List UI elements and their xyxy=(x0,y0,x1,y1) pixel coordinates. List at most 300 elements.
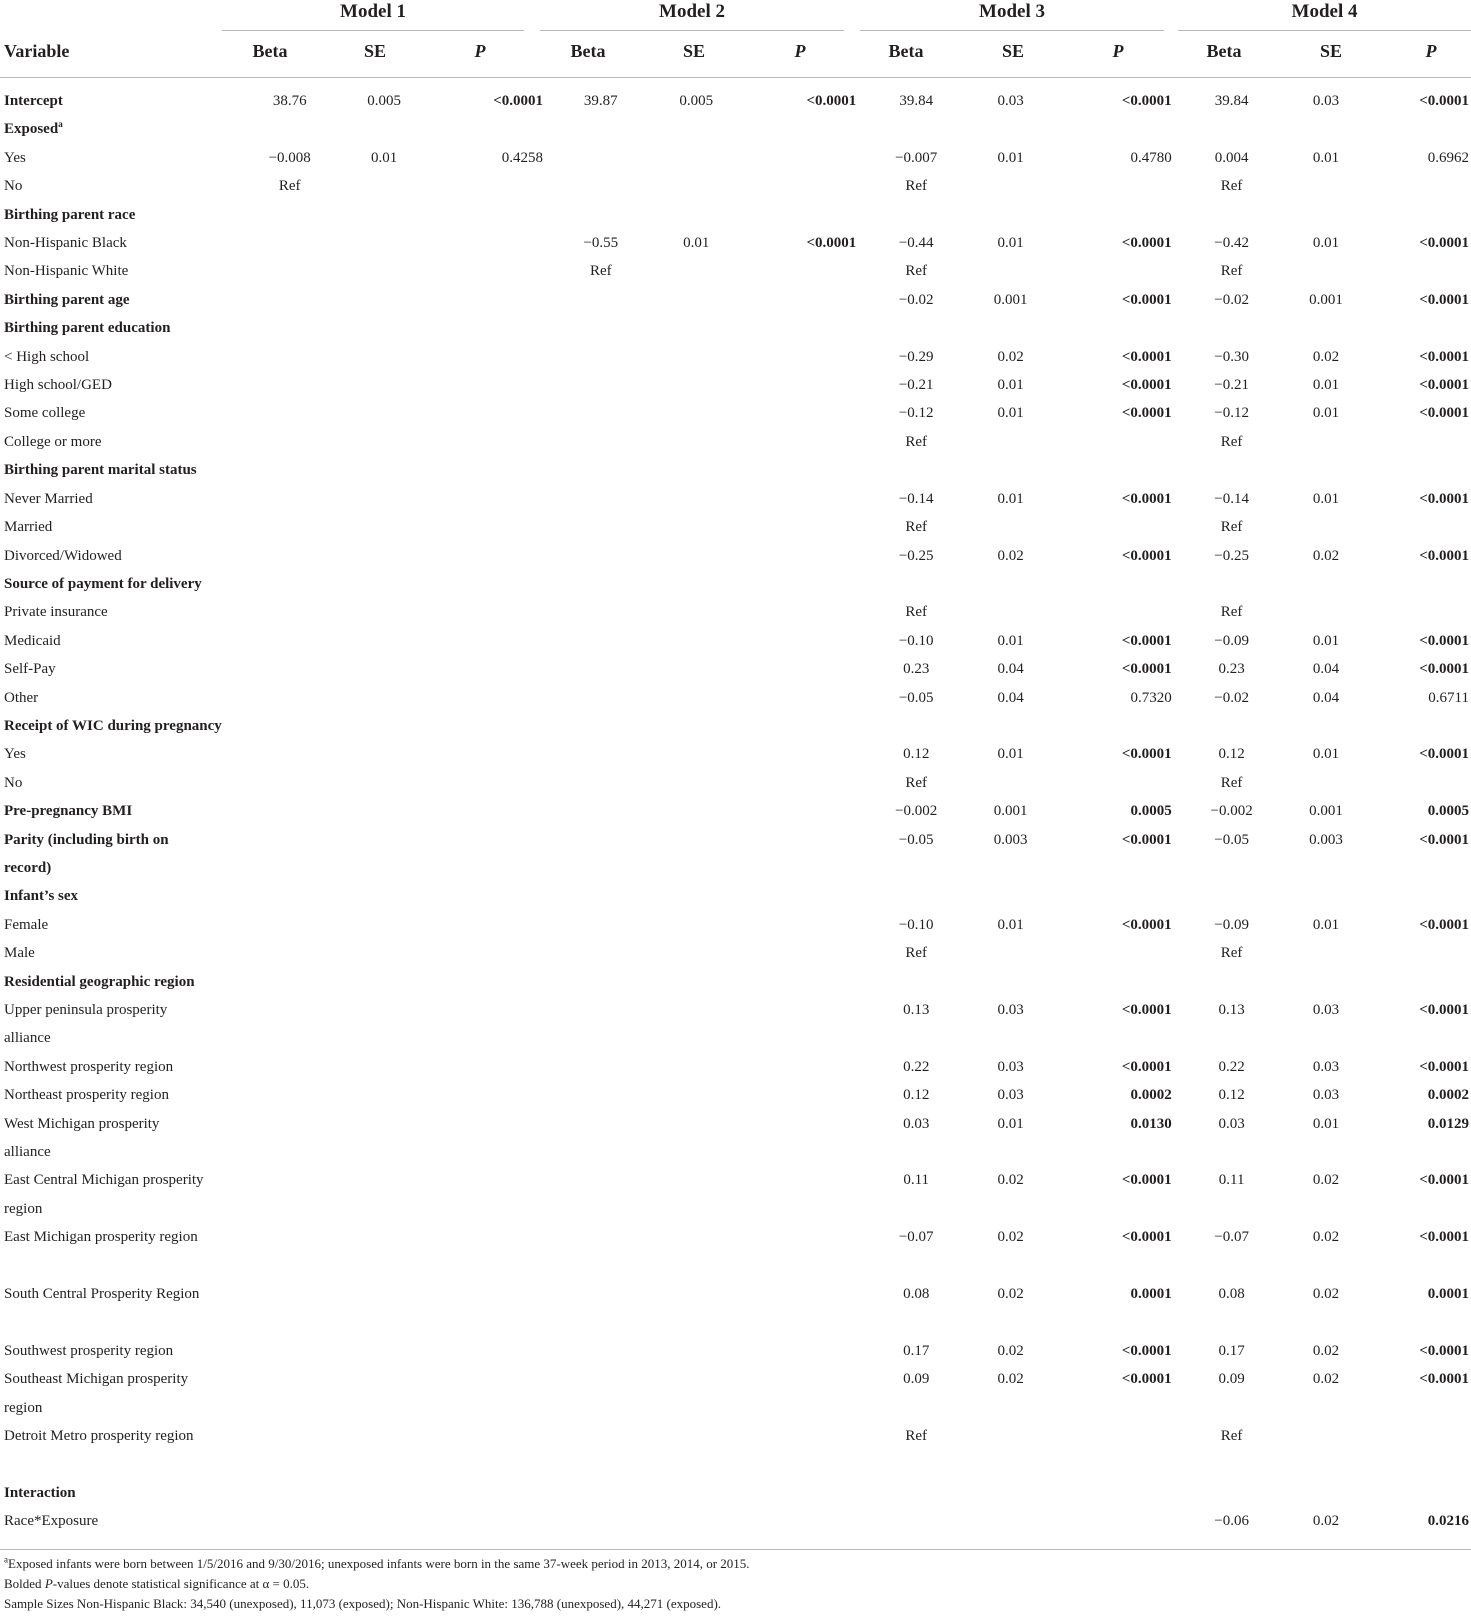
column-gap xyxy=(1174,655,1191,683)
model-2-p-cell xyxy=(751,1110,858,1167)
model-3-p-cell: <0.0001 xyxy=(1121,1371,1172,1388)
model-1-p-cell xyxy=(438,343,545,371)
model-1-beta-cell xyxy=(249,968,331,996)
model-4-se-cell: 0.01 xyxy=(1312,235,1340,252)
model-4-se-cell xyxy=(1272,456,1379,484)
model-1-se-cell xyxy=(330,939,437,967)
model-4-p-cell xyxy=(1380,513,1471,541)
table-row xyxy=(0,1507,1471,1535)
model-3-se-cell xyxy=(957,428,1064,456)
model-4-beta-cell: −0.12 xyxy=(1214,405,1249,422)
column-gap xyxy=(545,399,560,427)
model-3-p-cell xyxy=(1064,712,1173,740)
model-4-p-cell: <0.0001 xyxy=(1419,1371,1469,1388)
model-1-beta-cell xyxy=(249,769,331,797)
model-3-beta-cell: −0.07 xyxy=(898,1229,934,1246)
model-2-beta-header: Beta xyxy=(570,41,606,61)
model-2-beta-cell xyxy=(560,826,642,883)
model-1-beta-cell xyxy=(249,1365,331,1422)
model-2-se-cell xyxy=(642,542,751,570)
table-row xyxy=(0,627,1471,655)
model-1-se-cell xyxy=(330,769,437,797)
model-1-beta-cell xyxy=(249,399,331,427)
model-2-p-cell xyxy=(751,655,858,683)
model-2-p-cell xyxy=(751,684,858,712)
model-1-p-cell xyxy=(438,655,545,683)
model-4-se-cell xyxy=(1272,1479,1379,1507)
model-3-beta-cell: Ref xyxy=(905,1428,928,1445)
column-gap xyxy=(545,684,560,712)
model-3-se-cell: 0.03 xyxy=(997,1087,1024,1104)
model-4-se-cell: 0.01 xyxy=(1312,916,1340,933)
model-1-beta-cell xyxy=(249,1081,331,1109)
model-2-beta-cell xyxy=(560,684,642,712)
column-gap xyxy=(545,911,560,939)
model-3-beta-cell xyxy=(875,968,957,996)
column-gap xyxy=(858,996,875,1053)
model-2-se-cell xyxy=(642,882,751,910)
model-2-beta-cell xyxy=(560,144,642,172)
table-row xyxy=(0,712,1471,740)
model-3-se-cell xyxy=(957,769,1064,797)
table-row xyxy=(0,428,1471,456)
model-3-p-cell xyxy=(1064,257,1173,285)
model-2-beta-cell xyxy=(560,1081,642,1109)
variable-label-text: East Central Michigan prosperity region xyxy=(4,1172,204,1217)
model-2-se-cell xyxy=(642,1365,751,1422)
model-2-se-cell xyxy=(642,769,751,797)
model-4-p-cell xyxy=(1380,598,1471,626)
model-2-se-cell xyxy=(642,1166,751,1223)
model-2-p-cell xyxy=(751,1337,858,1365)
model-4-beta-cell: 0.09 xyxy=(1218,1371,1245,1388)
model-3-p-cell xyxy=(1064,428,1173,456)
model-2-se-cell xyxy=(642,172,751,200)
column-gap xyxy=(858,542,875,570)
variable-label xyxy=(0,201,249,229)
column-gap xyxy=(1174,968,1191,996)
model-2-p-cell xyxy=(751,1166,858,1223)
variable-label-text: Medicaid xyxy=(4,632,61,649)
model-2-beta-cell xyxy=(560,343,642,371)
model-3-p-cell: 0.0001 xyxy=(1130,1286,1172,1303)
model-1-se-cell xyxy=(330,627,437,655)
model-1-p-cell xyxy=(438,1479,545,1507)
table-row xyxy=(0,1223,1471,1280)
column-gap xyxy=(545,627,560,655)
variable-label-text: Male xyxy=(4,945,35,962)
column-gap xyxy=(545,428,560,456)
model-3-se-cell xyxy=(957,712,1064,740)
column-gap xyxy=(545,314,560,342)
model-1-se-cell xyxy=(330,826,437,883)
model-2-se-cell xyxy=(642,598,751,626)
model-3-beta-cell: 39.84 xyxy=(899,93,934,109)
variable-label xyxy=(0,399,249,427)
table-row xyxy=(0,826,1471,883)
model-4-p-cell xyxy=(1380,115,1471,143)
model-3-se-cell xyxy=(957,570,1064,598)
model-3-p-cell xyxy=(1064,115,1173,143)
model-3-p-cell xyxy=(1064,201,1173,229)
model-4-p-cell xyxy=(1380,456,1471,484)
model-1-beta-cell xyxy=(249,485,331,513)
column-gap xyxy=(1174,598,1191,626)
model-3-beta-cell xyxy=(875,201,957,229)
model-4-se-cell: 0.01 xyxy=(1312,490,1340,507)
variable-label xyxy=(0,1337,249,1365)
model-1-p-cell xyxy=(438,1223,545,1280)
model-3-se-cell: 0.03 xyxy=(997,1002,1024,1018)
model-3-beta-cell: −0.14 xyxy=(898,490,934,507)
model-1-se-cell xyxy=(330,229,437,257)
model-2-p-cell: <0.0001 xyxy=(806,235,857,252)
model-2-beta-cell xyxy=(560,1479,642,1507)
model-1-beta-cell xyxy=(249,1166,331,1223)
table-row xyxy=(0,343,1471,371)
model-3-se-header: SE xyxy=(1001,41,1025,61)
model-3-beta-cell: 0.08 xyxy=(903,1286,930,1303)
model-4-header: Model 4 xyxy=(1178,0,1471,31)
model-2-beta-cell xyxy=(560,712,642,740)
model-2-beta-cell xyxy=(560,485,642,513)
model-3-p-cell xyxy=(1064,456,1173,484)
model-1-p-cell xyxy=(438,286,545,314)
model-3-p-cell xyxy=(1064,939,1173,967)
column-gap xyxy=(858,769,875,797)
model-1-p-cell xyxy=(438,229,545,257)
model-1-se-cell xyxy=(330,1081,437,1109)
model-4-se-cell xyxy=(1272,712,1379,740)
model-1-beta-cell: 38.76 xyxy=(272,93,307,109)
table-row xyxy=(0,684,1471,712)
model-1-se-cell: 0.01 xyxy=(370,149,398,166)
model-4-beta-cell: 0.13 xyxy=(1218,1002,1245,1018)
column-gap xyxy=(858,115,875,143)
model-1-se-cell xyxy=(330,1337,437,1365)
column-gap xyxy=(545,968,560,996)
variable-label xyxy=(0,542,249,570)
model-1-se-cell xyxy=(330,968,437,996)
model-4-p-cell xyxy=(1380,769,1471,797)
model-4-se-cell: 0.01 xyxy=(1312,149,1340,166)
variable-label-text: Northeast prosperity region xyxy=(4,1087,169,1104)
model-2-se-cell xyxy=(642,1507,751,1535)
column-gap xyxy=(858,1479,875,1507)
column-gap xyxy=(545,1280,560,1337)
table-row xyxy=(0,485,1471,513)
model-1-se-cell xyxy=(330,542,437,570)
column-gap xyxy=(858,201,875,229)
model-4-se-cell: 0.03 xyxy=(1312,1087,1340,1104)
model-4-p-cell: <0.0001 xyxy=(1419,1002,1469,1018)
model-1-se-cell xyxy=(330,684,437,712)
model-2-p-cell xyxy=(751,911,858,939)
model-2-se-cell xyxy=(642,1479,751,1507)
column-gap xyxy=(858,257,875,285)
variable-label-text: Southwest prosperity region xyxy=(4,1342,174,1359)
model-4-p-cell: <0.0001 xyxy=(1419,1229,1469,1246)
model-3-p-cell: <0.0001 xyxy=(1121,348,1172,365)
variable-label-text: Northwest prosperity region xyxy=(4,1058,174,1075)
column-gap xyxy=(1174,201,1191,229)
model-4-se-cell: 0.01 xyxy=(1312,377,1340,394)
column-gap xyxy=(1174,513,1191,541)
variable-label xyxy=(0,712,249,740)
column-gap xyxy=(545,87,560,115)
model-4-se-cell: 0.02 xyxy=(1312,1286,1340,1303)
variable-label xyxy=(0,1110,249,1167)
column-gap xyxy=(858,911,875,939)
model-4-p-cell: <0.0001 xyxy=(1419,1058,1469,1075)
column-gap xyxy=(858,797,875,825)
model-1-se-cell xyxy=(330,598,437,626)
model-1-p-cell xyxy=(438,115,545,143)
model-4-p-cell xyxy=(1380,968,1471,996)
variable-label xyxy=(0,144,249,172)
column-gap xyxy=(1174,314,1191,342)
variable-label-text: Married xyxy=(4,519,53,536)
variable-label-text: Other xyxy=(4,689,39,706)
model-2-se-cell xyxy=(642,485,751,513)
model-1-beta-cell xyxy=(249,1337,331,1365)
model-2-p-cell xyxy=(751,115,858,143)
model-3-beta-cell: 0.03 xyxy=(903,1115,930,1132)
model-1-se-cell xyxy=(330,1166,437,1223)
variable-label-text: Southeast Michigan prosperity region xyxy=(4,1371,189,1416)
variable-column-header: Variable xyxy=(4,41,70,61)
model-2-beta-cell xyxy=(560,513,642,541)
model-3-se-cell xyxy=(957,314,1064,342)
column-gap xyxy=(1174,229,1191,257)
column-gap xyxy=(545,1337,560,1365)
column-gap xyxy=(545,740,560,768)
model-4-se-cell: 0.02 xyxy=(1312,547,1340,564)
model-2-beta-cell xyxy=(560,769,642,797)
model-1-p-cell xyxy=(438,485,545,513)
column-gap xyxy=(858,1422,875,1479)
column-gap xyxy=(858,826,875,883)
model-3-header: Model 3 xyxy=(860,0,1164,31)
model-1-se-cell xyxy=(330,201,437,229)
model-3-se-cell: 0.02 xyxy=(997,1371,1024,1388)
model-4-beta-cell: −0.21 xyxy=(1214,377,1249,394)
model-3-p-cell: <0.0001 xyxy=(1121,831,1172,848)
model-1-se-cell xyxy=(330,1422,437,1479)
column-gap xyxy=(858,1223,875,1280)
variable-label xyxy=(0,456,249,484)
variable-label-text: Upper peninsula prosperity alliance xyxy=(4,1002,168,1047)
model-3-se-cell: 0.02 xyxy=(997,1342,1024,1359)
model-2-p-cell xyxy=(751,1479,858,1507)
footnote-significance-pre: Bolded xyxy=(4,1576,45,1591)
column-gap xyxy=(1174,1365,1191,1422)
model-3-beta-cell xyxy=(875,570,957,598)
model-3-beta-cell xyxy=(875,314,957,342)
model-3-beta-cell: −0.44 xyxy=(898,235,934,252)
model-4-beta-cell: 0.12 xyxy=(1218,746,1245,763)
model-2-se-cell xyxy=(642,968,751,996)
model-3-p-cell: 0.0130 xyxy=(1130,1115,1172,1132)
table-row xyxy=(0,314,1471,342)
variable-label-text: No xyxy=(4,774,23,791)
column-gap xyxy=(858,598,875,626)
model-4-se-cell: 0.003 xyxy=(1309,831,1343,848)
model-2-se-cell xyxy=(642,826,751,883)
model-3-se-cell: 0.001 xyxy=(993,803,1028,820)
model-1-p-cell xyxy=(438,939,545,967)
model-4-beta-cell xyxy=(1191,570,1273,598)
column-gap xyxy=(858,229,875,257)
model-1-p-cell xyxy=(438,314,545,342)
model-2-beta-cell xyxy=(560,1053,642,1081)
model-4-p-cell: <0.0001 xyxy=(1419,632,1469,649)
column-gap xyxy=(545,144,560,172)
model-4-p-cell: 0.6711 xyxy=(1428,689,1469,706)
model-4-se-cell xyxy=(1272,1422,1379,1479)
regression-table xyxy=(0,87,1471,1536)
model-3-p-cell xyxy=(1064,598,1173,626)
table-row xyxy=(0,570,1471,598)
variable-label xyxy=(0,1479,249,1507)
model-2-se-cell xyxy=(642,797,751,825)
model-4-beta-cell: −0.09 xyxy=(1214,916,1249,933)
model-1-beta-cell xyxy=(249,1110,331,1167)
variable-label xyxy=(0,257,249,285)
model-2-p-cell xyxy=(751,172,858,200)
model-1-p-cell xyxy=(438,1053,545,1081)
model-3-se-cell: 0.01 xyxy=(997,235,1024,252)
model-1-se-cell: 0.005 xyxy=(367,93,401,109)
model-1-p-cell xyxy=(438,1110,545,1167)
model-1-p-cell xyxy=(438,1422,545,1479)
model-2-beta-cell: Ref xyxy=(589,263,612,280)
model-2-se-cell xyxy=(642,1053,751,1081)
column-gap xyxy=(1174,570,1191,598)
column-gap xyxy=(545,485,560,513)
model-3-beta-cell: Ref xyxy=(905,945,928,962)
model-1-se-cell xyxy=(330,1053,437,1081)
model-2-beta-cell xyxy=(560,1422,642,1479)
model-4-beta-cell xyxy=(1191,882,1273,910)
model-3-se-cell xyxy=(957,882,1064,910)
model-1-beta-cell xyxy=(249,939,331,967)
model-4-beta-cell: Ref xyxy=(1220,604,1243,621)
model-4-p-cell: <0.0001 xyxy=(1419,93,1469,109)
variable-label xyxy=(0,570,249,598)
model-4-p-cell: 0.0129 xyxy=(1427,1115,1469,1132)
model-4-se-cell: 0.04 xyxy=(1312,661,1340,678)
variable-label-text: No xyxy=(4,178,23,195)
model-2-beta-cell: 39.87 xyxy=(583,93,618,109)
model-1-se-cell xyxy=(330,314,437,342)
model-3-beta-cell: −0.007 xyxy=(895,149,938,166)
table-row xyxy=(0,286,1471,314)
variable-label-text: Non-Hispanic Black xyxy=(4,235,127,252)
model-3-p-cell xyxy=(1064,769,1173,797)
model-2-se-cell xyxy=(642,144,751,172)
column-gap xyxy=(858,428,875,456)
column-gap xyxy=(545,542,560,570)
model-2-p-cell xyxy=(751,1053,858,1081)
model-2-beta-cell xyxy=(560,1337,642,1365)
model-2-beta-cell xyxy=(560,627,642,655)
variable-label xyxy=(0,229,249,257)
column-gap xyxy=(1174,1053,1191,1081)
model-3-beta-cell xyxy=(875,1507,957,1535)
footnote-a-text: Exposed infants were born between 1/5/2016 and 9/30/2016; unexposed infants were born in the same 37-week period in 2013, 2014, or 2015. xyxy=(8,1556,750,1571)
model-3-beta-cell xyxy=(875,115,957,143)
model-2-beta-cell xyxy=(560,314,642,342)
model-4-p-cell xyxy=(1380,314,1471,342)
variable-label-text: College or more xyxy=(4,433,102,450)
model-4-se-cell xyxy=(1272,882,1379,910)
model-1-beta-cell xyxy=(249,229,331,257)
variable-label xyxy=(0,1280,249,1337)
model-1-se-cell xyxy=(330,485,437,513)
variable-label-text: East Michigan prosperity region xyxy=(4,1229,198,1246)
model-1-beta-cell xyxy=(249,740,331,768)
model-4-p-cell: 0.0005 xyxy=(1427,803,1469,820)
column-gap xyxy=(858,968,875,996)
column-gap xyxy=(858,87,875,115)
column-gap xyxy=(545,456,560,484)
model-1-p-cell xyxy=(438,1365,545,1422)
model-4-beta-cell: −0.14 xyxy=(1214,490,1249,507)
model-1-p-cell: <0.0001 xyxy=(493,93,544,109)
model-1-se-cell xyxy=(330,456,437,484)
table-row xyxy=(0,769,1471,797)
model-4-se-header: SE xyxy=(1319,41,1343,61)
model-2-p-cell xyxy=(751,257,858,285)
variable-label xyxy=(0,286,249,314)
model-4-se-cell: 0.04 xyxy=(1312,689,1340,706)
variable-label-text: Yes xyxy=(4,149,26,166)
model-3-p-cell: <0.0001 xyxy=(1121,93,1172,109)
model-group-header xyxy=(0,0,1471,30)
model-1-p-cell xyxy=(438,428,545,456)
model-3-beta-cell: Ref xyxy=(905,433,928,450)
column-gap xyxy=(1174,542,1191,570)
footnote-a-marker: a xyxy=(4,1554,8,1565)
model-4-se-cell: 0.03 xyxy=(1312,1058,1340,1075)
variable-label-text: Private insurance xyxy=(4,604,108,621)
model-1-beta-cell xyxy=(249,201,331,229)
model-4-se-cell: 0.02 xyxy=(1312,1513,1340,1530)
variable-label xyxy=(0,1365,249,1422)
model-4-se-cell xyxy=(1272,201,1379,229)
model-1-se-cell xyxy=(330,1507,437,1535)
model-3-se-cell: 0.001 xyxy=(993,291,1028,308)
column-gap xyxy=(1174,1110,1191,1167)
model-1-se-cell xyxy=(330,257,437,285)
model-3-se-cell xyxy=(957,513,1064,541)
variable-label-text: South Central Prosperity Region xyxy=(4,1286,200,1303)
column-gap xyxy=(1174,1223,1191,1280)
column-gap xyxy=(545,1166,560,1223)
model-1-se-cell xyxy=(330,655,437,683)
model-1-p-cell xyxy=(438,172,545,200)
table-footnotes xyxy=(0,1554,750,1614)
column-gap xyxy=(1174,428,1191,456)
column-gap xyxy=(1174,144,1191,172)
model-4-se-cell xyxy=(1272,598,1379,626)
model-3-se-cell xyxy=(957,598,1064,626)
model-2-se-header: SE xyxy=(682,41,706,61)
model-4-beta-cell xyxy=(1191,314,1273,342)
model-1-p-cell xyxy=(438,1166,545,1223)
model-2-p-cell xyxy=(751,428,858,456)
